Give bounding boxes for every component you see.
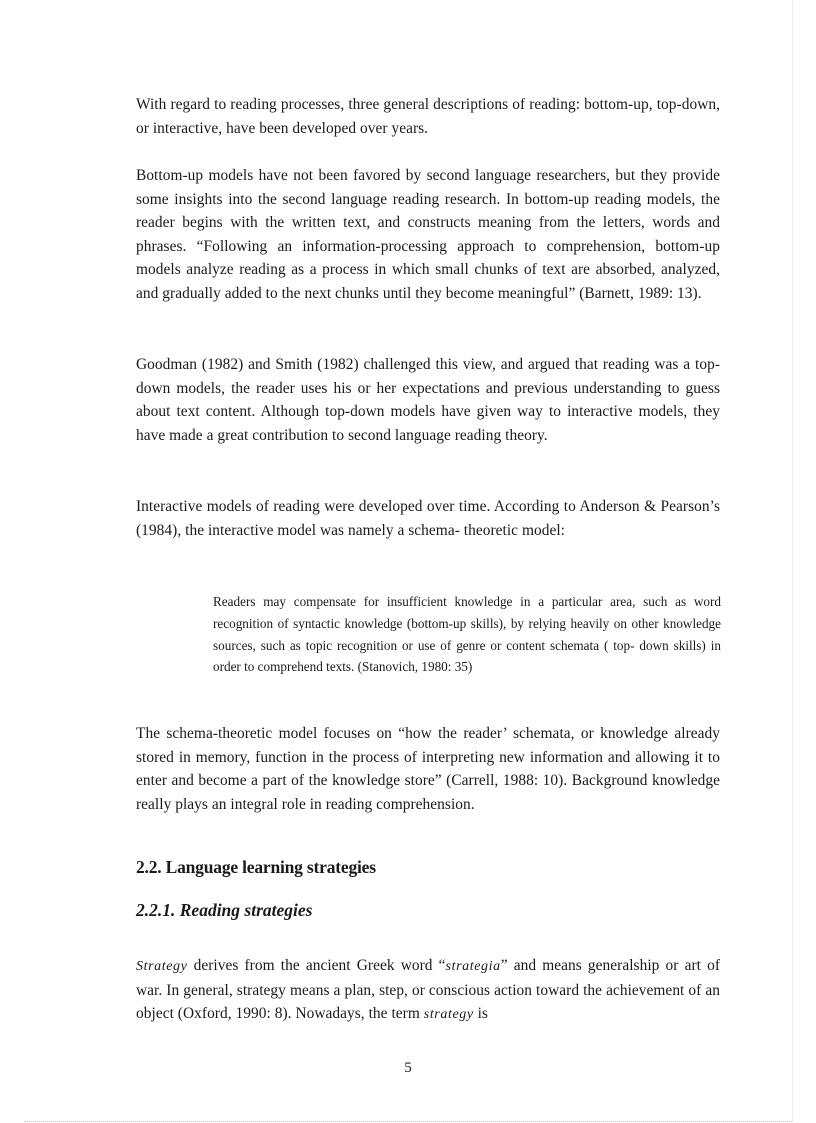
strategy-text-part2: ” and means generalship or art of war. In general, strategy means a plan, step, or conscious action toward the achievement of an object (Oxford, 1990: 8). Nowadays, the term [136, 957, 721, 1023]
strategy-text-part3: is [473, 1005, 488, 1023]
paragraph-bottom-up-models: Bottom-up models have not been favored by second language researchers, but they provide some insights into the second language reading research. In bottom-up reading models, the reader begins with the written text, and constructs meaning from the letters, words and phrases. “Following an information-processing approach to comprehension, bottom-up models analyze reading as a process in which small chunks of text are absorbed, analyzed, and gradually added to the next chunks until they become meaningful” (Barnett, 1989: 13). [136, 167, 720, 302]
term-strategy: Strategy [136, 959, 188, 974]
paragraph-interactive-models: Interactive models of reading were developed over time. According to Anderson & Pearson’s (1984), the interactive model was namely a schema- theoretic model: [136, 498, 720, 539]
block-quote-stanovich: Readers may compensate for insufficient knowledge in a particular area, such as word recognition of syntactic knowledge (bottom-up skills), by relying heavily on other knowledge sources, such as topic recognition or use of genre or content schemata ( top- down skills) in order to comprehend texts. (Stanovich, 1980: 35) [213, 594, 721, 675]
paragraph-reading-processes: With regard to reading processes, three general descriptions of reading: bottom-up, top-down, or interactive, have been developed over years. [136, 96, 720, 137]
term-strategia: strategia [445, 959, 501, 974]
paragraph-schema-theoretic: The schema-theoretic model focuses on “how the reader’ schemata, or knowledge already stored in memory, function in the process of interpreting new information and allowing it to enter and become a part of the knowledge store” (Carrell, 1988: 10). Background knowledge really plays an integral role in reading comprehension. [136, 725, 720, 813]
term-strategy-2: strategy [423, 1007, 474, 1023]
section-heading: 2.2. Language learning strategies [136, 857, 376, 877]
subsection-heading: 2.2.1. Reading strategies [136, 900, 313, 920]
strategy-text-part1: derives from the ancient Greek word “ [187, 957, 446, 974]
page-number: 5 [404, 1060, 412, 1076]
paragraph-strategy-definition [136, 954, 720, 1027]
page-bottom-border [24, 1121, 792, 1122]
paragraph-top-down-models: Goodman (1982) and Smith (1982) challenged this view, and argued that reading was a top-down models, the reader uses his or her expectations and previous understanding to guess about text content. Although top-down models have given way to interactive models, they have made a great contribution to second language reading theory. [136, 356, 720, 444]
page-right-border [792, 0, 793, 1121]
